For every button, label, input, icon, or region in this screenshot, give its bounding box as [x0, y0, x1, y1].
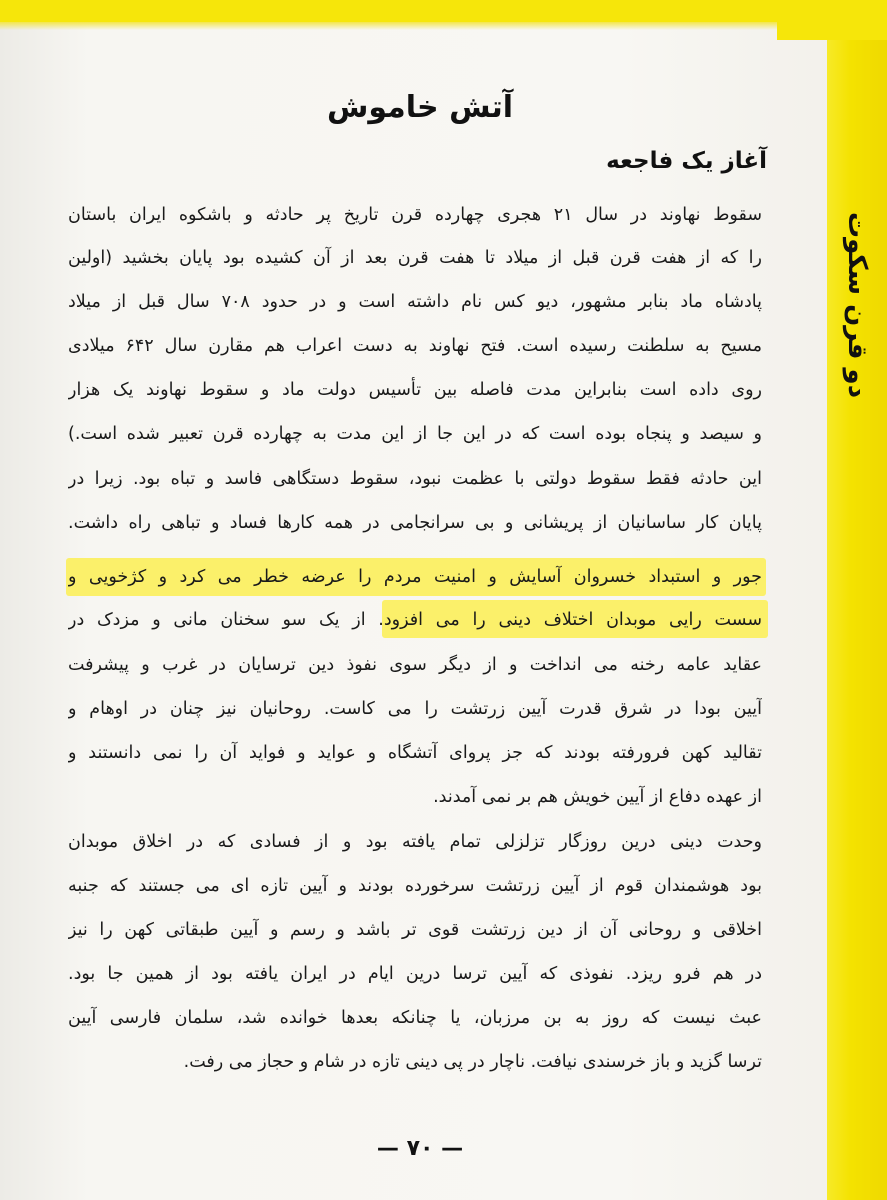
body-line: را که از هفت قرن قبل از میلاد تا هفت قرن بعد از آن کشیده بود پایان بخشید (اولین: [68, 248, 762, 268]
body-line: پایان کار ساسانیان از پریشانی و بی سرانجامی در همه کارها فساد و تباهی راه داشت.: [68, 513, 762, 533]
body-line: و سیصد و پنجاه بوده است که در این جا از این مدت به چهارده قرن تعبیر شده است.): [68, 424, 762, 444]
body-line-highlighted: جور و استبداد خسروان آسایش و امنیت مردم را عرضه خطر می کرد و کژخویی و: [68, 567, 762, 587]
body-line: این حادثه فقط سقوط دولتی با عظمت نبود، سقوط دستگاهی فاسد و تباه بود. زیرا در: [68, 469, 762, 489]
top-color-band: [0, 0, 887, 22]
side-title-box: [831, 210, 883, 400]
body-line: تقالید کهن فرورفته بودند که جز پروای آتشگاه و عواید و فواید آن را نمی دانستند و: [68, 743, 762, 763]
chapter-heading: آتش خاموش: [326, 90, 514, 125]
book-side-title: دو قرن سکوت: [842, 211, 872, 399]
body-line: عقاید عامه رخنه می انداخت و از دیگر سوی نفوذ دین ترسایان در غرب و پیشرفت: [68, 655, 762, 675]
top-band-shadow: [0, 22, 887, 30]
body-line: آیین بودا در شرق قدرت آیین زرتشت را می کاست. روحانیان نیز چنان در اوهام و: [68, 699, 762, 719]
body-line: مسیح به سلطنت رسیده است. فتح نهاوند به دست اعراب هم مقارن سال ۶۴۲ میلادی: [68, 336, 762, 356]
section-subheading: آغاز یک فاجعه: [606, 148, 767, 174]
corner-color-block: [777, 0, 887, 40]
body-line: در هم فرو ریزد. نفوذی که آیین ترسا درین ایام در ایران یافته بود از همین جا بود.: [68, 964, 762, 984]
body-line: پادشاه ماد بنابر مشهور، دیو کس نام داشته است و در حدود ۷۰۸ سال قبل از میلاد: [68, 292, 762, 312]
body-line: وحدت دینی درین روزگار تزلزلی تمام یافته بود و از فسادی که در اخلاق موبدان: [68, 832, 762, 852]
body-line: روی داده است بنابراین مدت فاصله بین تأسیس دولت ماد و سقوط نهاوند یک هزار: [68, 380, 762, 400]
body-line: از عهده دفاع از آیین خویش هم بر نمی آمدند.: [433, 787, 762, 807]
body-line: بود هوشمندان قوم از آیین زرتشت سرخورده بودند و آیین تازه ای می جستند که جنبه: [68, 876, 762, 896]
body-line: سقوط نهاوند در سال ۲۱ هجری چهارده قرن تاریخ پر حادثه و باشکوه ایران باستان: [68, 205, 762, 225]
body-line: ترسا گزید و باز خرسندی نیافت. ناچار در پی دینی تازه در شام و حجاز می رفت.: [183, 1052, 762, 1072]
page-number: — ۷۰ —: [376, 1136, 464, 1161]
body-line-highlighted: سست رایی موبدان اختلاف دینی را می افزود. از یک سو سخنان مانی و مزدک در: [68, 610, 762, 630]
body-line: اخلاقی و روحانی آن از دین زرتشت قوی تر باشد و رسم و آیین طبقاتی کهن را نیز: [68, 920, 762, 940]
side-color-band: [827, 0, 887, 1200]
body-line: عبث نیست که روز به بن مرزبان، یا چنانکه بعدها خوانده شد، سلمان فارسی آیین: [68, 1008, 762, 1028]
